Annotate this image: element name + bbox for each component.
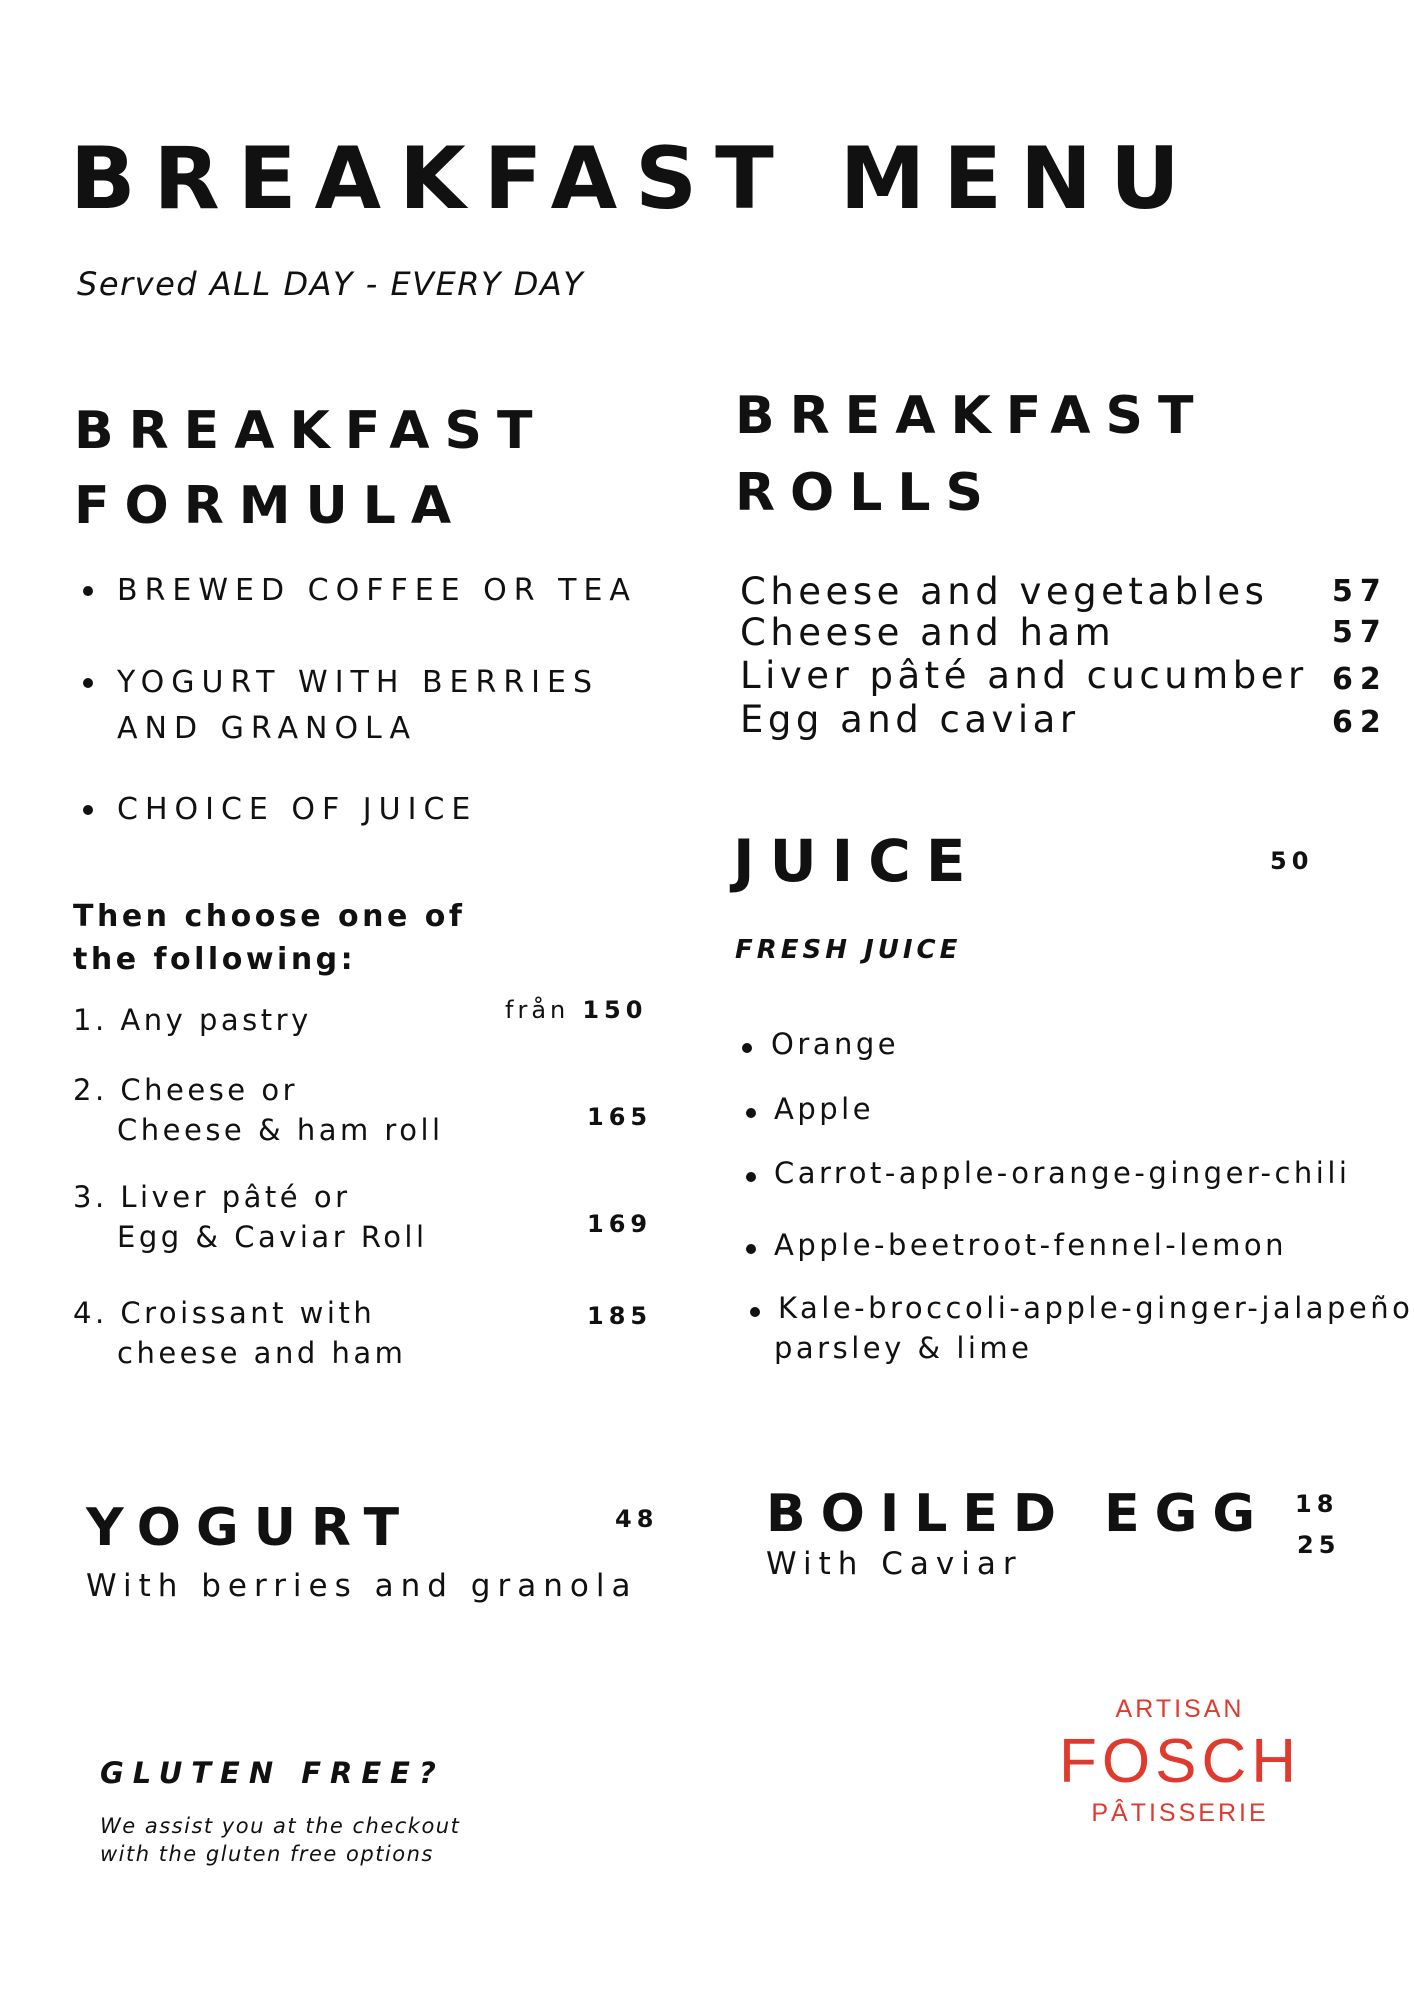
juice-item: Carrot-apple-orange-ginger-chili bbox=[774, 1156, 1351, 1190]
gluten-heading: GLUTEN FREE? bbox=[100, 1756, 445, 1790]
formula-option-4-price: 185 bbox=[587, 1302, 653, 1330]
formula-option-2: 2. Cheese or bbox=[73, 1073, 299, 1107]
bullet-icon bbox=[83, 805, 93, 815]
boiled-egg-description: With Caviar bbox=[766, 1546, 1023, 1582]
formula-option-3-line2: Egg & Caviar Roll bbox=[117, 1220, 428, 1254]
boiled-egg-heading: BOILED EGG bbox=[766, 1484, 1270, 1544]
formula-option-3: 3. Liver pâté or bbox=[73, 1180, 351, 1214]
choose-instruction bbox=[73, 896, 465, 981]
juice-heading: JUICE bbox=[733, 827, 981, 895]
roll-item-price: 62 bbox=[1332, 662, 1388, 697]
boiled-egg-price: 18 bbox=[1295, 1490, 1339, 1518]
formula-option-1: 1. Any pastry bbox=[73, 1003, 312, 1037]
juice-subheading: FRESH JUICE bbox=[735, 935, 962, 965]
bullet-icon bbox=[742, 1043, 752, 1053]
gluten-note bbox=[100, 1812, 460, 1869]
formula-option-2-price: 165 bbox=[587, 1103, 653, 1131]
logo-bottom-text: PÂTISSERIE bbox=[1091, 1799, 1269, 1828]
page-subtitle: Served ALL DAY - EVERY DAY bbox=[77, 265, 585, 303]
formula-heading-line1: BREAKFAST bbox=[74, 401, 548, 461]
formula-include-item: YOGURT WITH BERRIES bbox=[117, 665, 600, 700]
gluten-note-line1: We assist you at the checkout bbox=[100, 1814, 461, 1838]
rolls-heading-line2: ROLLS bbox=[735, 463, 998, 523]
yogurt-price: 48 bbox=[615, 1505, 659, 1533]
price: 150 bbox=[582, 996, 648, 1024]
juice-price: 50 bbox=[1270, 847, 1314, 875]
bullet-icon bbox=[750, 1307, 760, 1317]
bullet-icon bbox=[746, 1172, 756, 1182]
brand-logo bbox=[1040, 1695, 1320, 1828]
roll-item-price: 62 bbox=[1332, 705, 1388, 740]
bullet-icon bbox=[746, 1244, 756, 1254]
roll-item-name: Liver pâté and cucumber bbox=[740, 654, 1308, 697]
formula-option-4-line2: cheese and ham bbox=[117, 1336, 407, 1370]
yogurt-description: With berries and granola bbox=[86, 1568, 638, 1604]
juice-item: Apple-beetroot-fennel-lemon bbox=[774, 1228, 1288, 1262]
bullet-icon bbox=[83, 586, 93, 596]
logo-top-text: ARTISAN bbox=[1115, 1695, 1245, 1723]
formula-include-item: BREWED COFFEE OR TEA bbox=[117, 573, 637, 608]
price-prefix: från bbox=[505, 996, 570, 1024]
roll-item-name: Egg and caviar bbox=[740, 698, 1080, 741]
formula-option-2-line2: Cheese & ham roll bbox=[117, 1113, 444, 1147]
boiled-egg-caviar-price: 25 bbox=[1297, 1531, 1341, 1559]
formula-option-1-price bbox=[505, 996, 647, 1024]
logo-main-text: FOSCH bbox=[1059, 1727, 1301, 1796]
rolls-heading-line1: BREAKFAST bbox=[735, 386, 1209, 446]
bullet-icon bbox=[746, 1108, 756, 1118]
formula-include-item-cont: AND GRANOLA bbox=[117, 711, 417, 746]
formula-option-3-price: 169 bbox=[587, 1210, 653, 1238]
formula-heading-line2: FORMULA bbox=[74, 476, 467, 536]
choose-line2: the following: bbox=[73, 941, 357, 977]
juice-item-cont: parsley & lime bbox=[774, 1331, 1033, 1365]
roll-item-name: Cheese and vegetables bbox=[740, 570, 1269, 613]
juice-item: Apple bbox=[774, 1092, 875, 1126]
choose-line1: Then choose one of bbox=[73, 899, 466, 934]
bullet-icon bbox=[83, 678, 93, 688]
juice-item: Kale-broccoli-apple-ginger-jalapeño bbox=[778, 1291, 1414, 1325]
yogurt-heading: YOGURT bbox=[86, 1498, 415, 1558]
roll-item-price: 57 bbox=[1332, 615, 1388, 650]
juice-item: Orange bbox=[771, 1027, 900, 1061]
formula-include-item: CHOICE OF JUICE bbox=[117, 792, 478, 827]
formula-option-4: 4. Croissant with bbox=[73, 1296, 376, 1330]
roll-item-name: Cheese and ham bbox=[740, 611, 1116, 654]
page-title: BREAKFAST MENU bbox=[70, 129, 1198, 229]
gluten-note-line2: with the gluten free options bbox=[100, 1842, 434, 1867]
roll-item-price: 57 bbox=[1332, 574, 1388, 609]
